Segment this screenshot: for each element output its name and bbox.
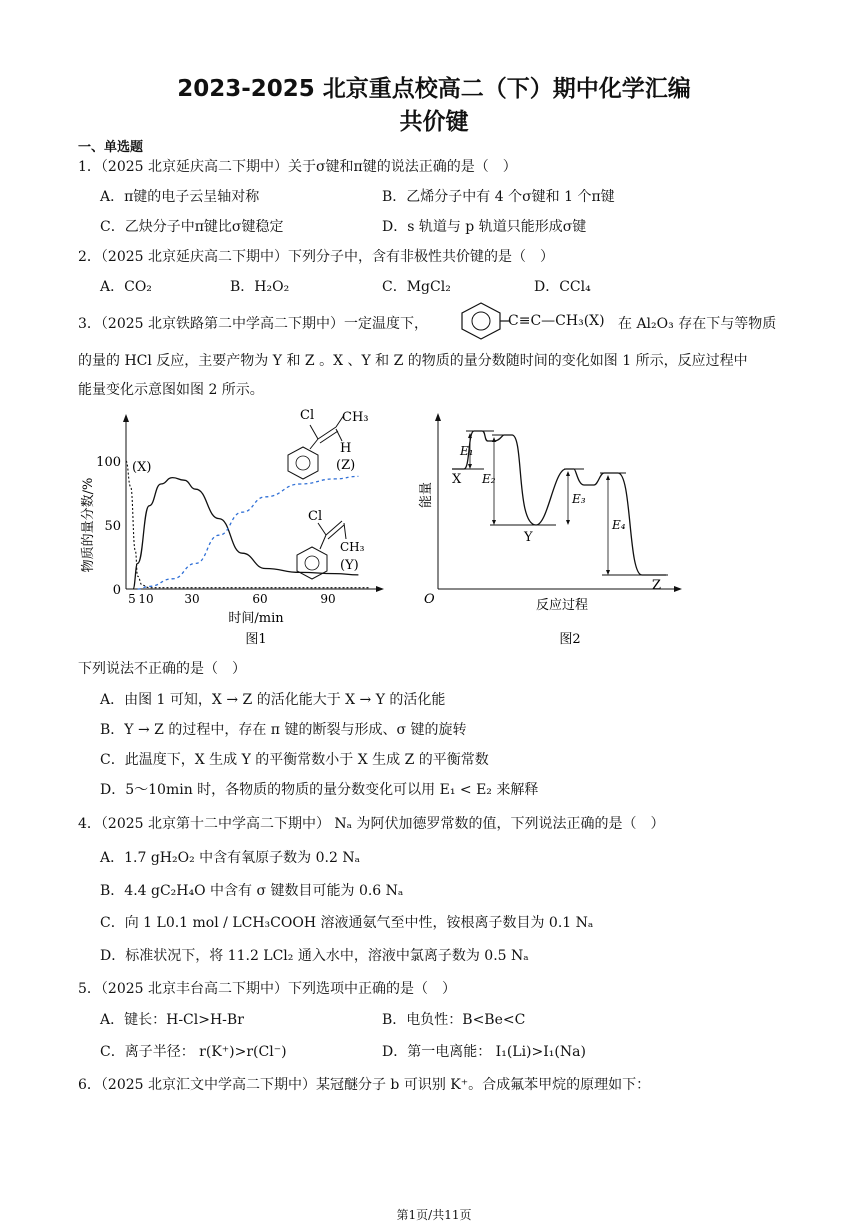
q6-stem: 6．（2025 北京汇文中学高二下期中）某冠醚分子 b 可识别 K⁺。合成氟苯甲烷的原理如下： bbox=[78, 1077, 651, 1093]
q5-stem: 5．（2025 北京丰台高二下期中）下列选项中正确的是（ ） bbox=[78, 981, 456, 997]
q2-option-c: C．MgCl₂ bbox=[382, 279, 451, 295]
q2-option-a: A．CO₂ bbox=[100, 279, 152, 295]
fig1-xlabel: 时间/min bbox=[228, 611, 284, 626]
fig2-label-e3: E₃ bbox=[572, 492, 586, 506]
section-heading: 一、单选题 bbox=[78, 140, 144, 155]
q5-option-d: D．第一电离能： I₁(Li)>I₁(Na) bbox=[382, 1044, 586, 1060]
q3-line2: 的量的 HCl 反应，主要产物为 Y 和 Z 。X 、Y 和 Z 的物质的量分数随时间的变化如图 1 所示，反应过程中 bbox=[78, 353, 748, 369]
page-subtitle: 共价键 bbox=[399, 109, 469, 135]
fig1-series-group bbox=[126, 461, 370, 589]
fig1-ytick-50: 50 bbox=[104, 519, 121, 534]
fig1-xtick-5: 5 bbox=[128, 592, 136, 606]
q2-option-b: B．H₂O₂ bbox=[230, 279, 290, 295]
fig1-series-line-x bbox=[126, 461, 370, 588]
fig2-caption: 图2 bbox=[559, 632, 581, 647]
fig2-ylabel: 能量 bbox=[419, 481, 434, 509]
fig1-y-arrow bbox=[123, 414, 129, 422]
fig2-origin: O bbox=[424, 592, 435, 607]
fig1-ytick-100: 100 bbox=[96, 455, 121, 470]
q4-option-b: B．4.4 gC₂H₄O 中含有 σ 键数目可能为 0.6 Nₐ bbox=[100, 883, 404, 899]
q4-option-d: D．标准状况下，将 11.2 LCl₂ 通入水中，溶液中氯离子数为 0.5 Nₐ bbox=[100, 948, 529, 964]
svg-text:Cl: Cl bbox=[300, 408, 315, 423]
structure-y bbox=[297, 509, 365, 579]
fig2-label-x: X bbox=[452, 472, 462, 487]
figure-1-chart bbox=[78, 405, 388, 655]
q1-option-a: A．π键的电子云呈轴对称 bbox=[100, 189, 260, 205]
fig2-x-arrow bbox=[674, 586, 682, 592]
fig1-label-y: (Y) bbox=[340, 558, 359, 573]
q5-option-b: B．电负性：B<Be<C bbox=[382, 1012, 526, 1028]
fig2-y-arrow bbox=[435, 413, 441, 421]
fig2-label-e2: E₂ bbox=[482, 472, 496, 486]
q1-stem: 1．（2025 北京延庆高二下期中）关于σ键和π键的说法正确的是（ ） bbox=[78, 159, 517, 175]
fig1-ytick-0: 0 bbox=[112, 583, 121, 598]
page-title: 2023-2025 北京重点校高二（下）期中化学汇编 bbox=[177, 76, 691, 102]
q2-option-d: D．CCl₄ bbox=[534, 279, 591, 295]
q3-ask: 下列说法不正确的是（ ） bbox=[78, 661, 246, 677]
fig2-label-z: Z bbox=[652, 578, 662, 593]
fig1-xtick-60: 60 bbox=[252, 592, 268, 606]
fig2-energy-curve bbox=[452, 431, 666, 575]
q3-option-b: B．Y → Z 的过程中，存在 π 键的断裂与形成、σ 键的旋转 bbox=[100, 722, 467, 738]
fig1-xtick-90: 90 bbox=[320, 592, 336, 606]
q4-stem: 4．（2025 北京第十二中学高二下期中） Nₐ 为阿伏加德罗常数的值，下列说法正确的是（ ） bbox=[78, 816, 665, 832]
fig2-label-e1: E₁ bbox=[460, 444, 474, 458]
figure-2-diagram bbox=[408, 405, 698, 655]
fig1-label-z: (Z) bbox=[336, 458, 356, 473]
fig2-xlabel: 反应过程 bbox=[535, 598, 589, 613]
fig1-caption: 图1 bbox=[245, 632, 267, 647]
q3-formula: C≡C—CH₃(X) bbox=[508, 313, 605, 329]
page-footer: 第1页/共11页 bbox=[396, 1208, 472, 1222]
q4-option-a: A．1.7 gH₂O₂ 中含有氧原子数为 0.2 Nₐ bbox=[100, 850, 360, 866]
benzene-ring-icon bbox=[452, 302, 510, 342]
fig1-ylabel: 物质的量分数/% bbox=[81, 477, 96, 573]
q1-option-d: D．s 轨道与 p 轨道只能形成σ键 bbox=[382, 219, 587, 235]
q5-option-a: A．键长：H-Cl>H-Br bbox=[100, 1012, 244, 1028]
q4-option-c: C．向 1 L0.1 mol / LCH₃COOH 溶液通氨气至中性，铵根离子数目为 0.1 Nₐ bbox=[100, 915, 594, 931]
q3-stem-a: 3．（2025 北京铁路第二中学高二下期中）一定温度下， bbox=[78, 316, 428, 332]
fig2-label-e4: E₄ bbox=[612, 518, 626, 532]
structure-z bbox=[288, 408, 369, 479]
q5-option-c: C．离子半径： r(K⁺)>r(Cl⁻) bbox=[100, 1044, 287, 1060]
q1-option-c: C．乙炔分子中π键比σ键稳定 bbox=[100, 219, 284, 235]
svg-text:Cl: Cl bbox=[308, 509, 323, 524]
q3-line3: 能量变化示意图如图 2 所示。 bbox=[78, 382, 264, 398]
svg-text:CH₃: CH₃ bbox=[340, 540, 365, 554]
q3-option-c: C．此温度下，X 生成 Y 的平衡常数小于 X 生成 Z 的平衡常数 bbox=[100, 752, 489, 768]
fig1-label-x: (X) bbox=[132, 460, 152, 475]
svg-text:H: H bbox=[340, 441, 352, 456]
q3-option-a: A．由图 1 可知，X → Z 的活化能大于 X → Y 的活化能 bbox=[100, 692, 446, 708]
svg-text:CH₃: CH₃ bbox=[342, 410, 369, 425]
q1-option-b: B．乙烯分子中有 4 个σ键和 1 个π键 bbox=[382, 189, 615, 205]
q3-stem-b: 在 Al₂O₃ 存在下与等物质 bbox=[618, 316, 777, 332]
fig2-label-y: Y bbox=[524, 530, 533, 545]
q2-stem: 2．（2025 北京延庆高二下期中）下列分子中，含有非极性共价键的是（ ） bbox=[78, 249, 554, 265]
q3-option-d: D．5～10min 时，各物质的物质的量分数变化可以用 E₁ < E₂ 来解释 bbox=[100, 782, 539, 798]
fig1-x-arrow bbox=[376, 586, 384, 592]
fig1-xtick-10: 10 bbox=[138, 592, 154, 606]
fig1-xtick-30: 30 bbox=[184, 592, 200, 606]
